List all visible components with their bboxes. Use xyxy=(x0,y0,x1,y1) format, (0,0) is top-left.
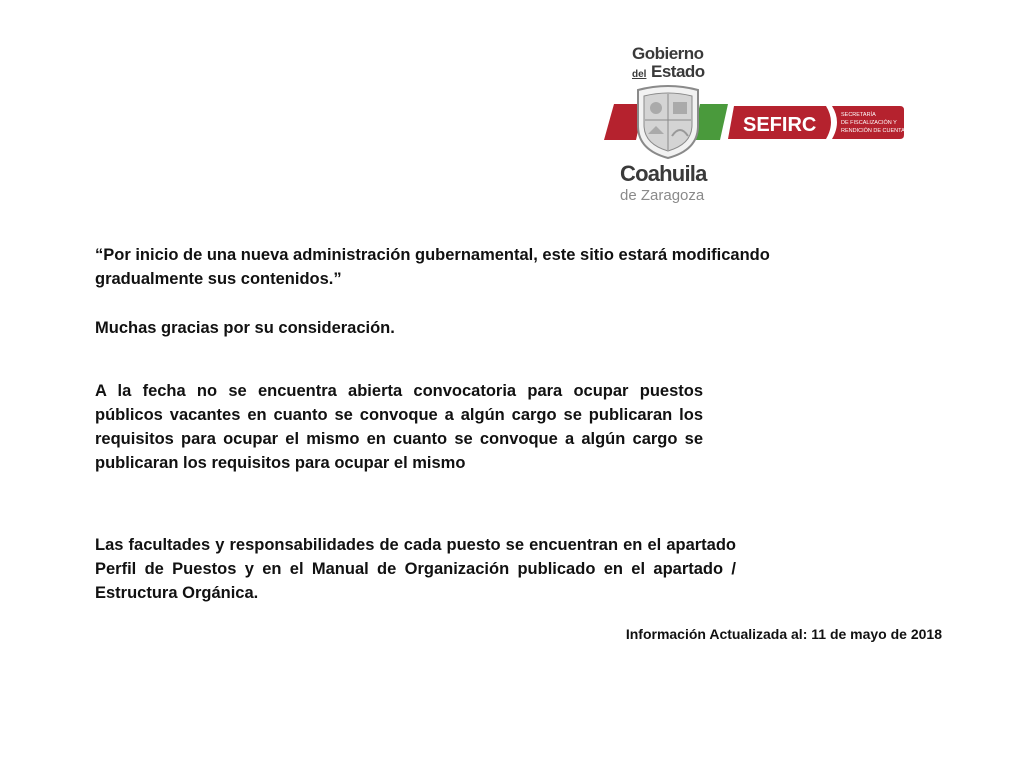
logo-del-text: del xyxy=(632,69,647,80)
gobierno-coahuila-sefirc-logo xyxy=(600,38,920,208)
sefirc-text: SEFIRC xyxy=(743,114,817,136)
logo-gobierno-text: Gobierno xyxy=(632,44,704,63)
last-updated-text: Información Actualizada al: 11 de mayo de 2018 xyxy=(625,626,942,642)
sefirc-desc-1: SECRETARÍA xyxy=(841,112,876,118)
sefirc-banner xyxy=(728,106,909,139)
notice-text: “Por inicio de una nueva administración gubernamental, este sitio estará modificando gradualmente sus contenidos.” xyxy=(95,246,770,288)
logo-estado-text: Estado xyxy=(651,62,705,81)
thanks-text: Muchas gracias por su consideración. xyxy=(95,319,395,337)
sefirc-desc-2: DE FISCALIZACIÓN Y xyxy=(841,120,897,126)
coat-of-arms-icon xyxy=(638,86,698,158)
logo-zaragoza-text: de Zaragoza xyxy=(620,187,705,204)
faculties-text: Las facultades y responsabilidades de cada puesto se encuentran en el apartado Perfil de Puestos y en el Manual de Organización publicado en el apartado / Estructura Orgánica. xyxy=(95,536,736,602)
logo-coahuila-text: Coahuila xyxy=(620,161,707,186)
vacancies-text: A la fecha no se encuentra abierta convocatoria para ocupar puestos públicos vacantes en cuanto se convoque a algún cargo se publicaran los requisitos para ocupar el mismo en cuanto se convoque a algún cargo se publicaran los requisitos para ocupar el mismo xyxy=(95,382,703,472)
sefirc-desc-3: RENDICIÓN DE CUENTAS xyxy=(841,128,909,134)
